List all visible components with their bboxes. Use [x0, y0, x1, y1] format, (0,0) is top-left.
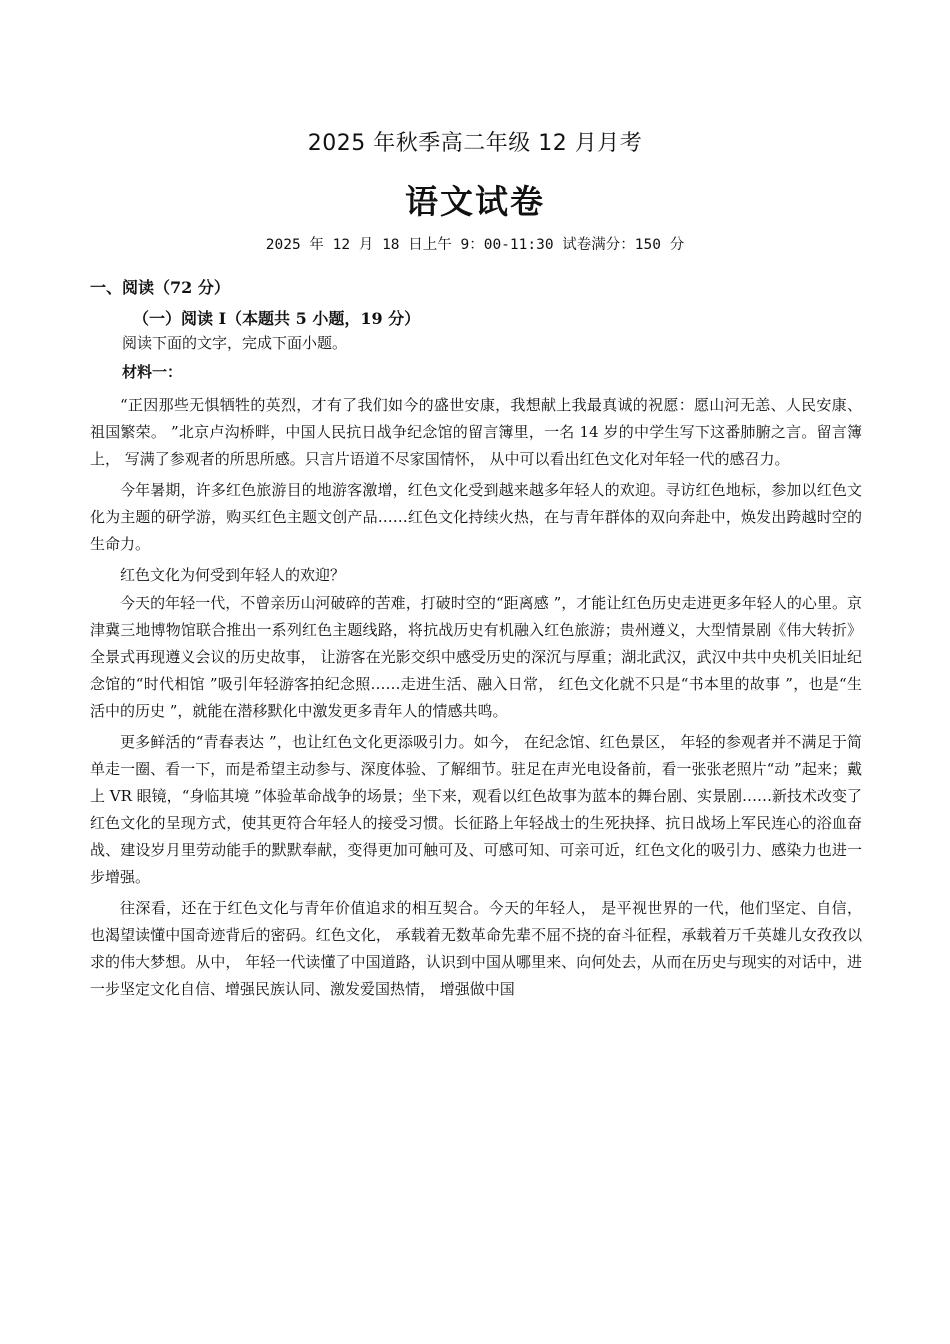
paragraph: 往深看，还在于红色文化与青年价值追求的相互契合。今天的年轻人， 是平视世界的一代，他们坚定、自信， 也渴望读懂中国奇迹背后的密码。红色文化， 承载着无数革命先辈不屈不挠的奋斗征程，承载着万千英雄儿女孜孜以求的伟大梦想。从中， 年轻一代读懂了中国道路，认识到中国从哪里来、向何处去，从而在历史与现实的对话中，进一步坚定文化自信、增强民族认同、激发爱国热情， 增强做中国: [90, 899, 862, 998]
paragraph: 更多鲜活的“青春表达 ”，也让红色文化更添吸引力。如今， 在纪念馆、红色景区， 年轻的参观者并不满足于简单走一圈、看一下，而是希望主动参与、深度体验、了解细节。驻足在声光电设备前，看一张张老照片“动 ”起来；戴上 VR 眼镜，“身临其境 ”体验革命战争的场景；坐下来，观看以红色故事为蓝本的舞台剧、实景剧……新技术改变了红色文化的呈现方式，使其更符合年轻人的接受习惯。长征路上年轻战士的生死抉择、抗日战场上军民连心的浴血奋战、建设岁月里劳动能手的默默奉献，变得更加可触可及、可感可知、可亲可近，红色文化的吸引力、感染力也进一步增强。: [90, 733, 862, 886]
material-label: 材料一：: [122, 363, 183, 381]
paragraph: 今天的年轻一代，不曾亲历山河破碎的苦难，打破时空的“距离感 ”，才能让红色历史走进更多年轻人的心里。京津冀三地博物馆联合推出一系列红色主题线路，将抗战历史有机融入红色旅游；贵州遵义，大型情景剧《伟大转折》全景式再现遵义会议的历史故事， 让游客在光影交织中感受历史的深沉与厚重；湖北武汉，武汉中共中央机关旧址纪念馆的“时代相馆 ”吸引年轻游客拍纪念照……走进生活、融入日常， 红色文化就不只是“书本里的故事 ”，也是“生活中的历史 ”，就能在潜移默化中激发更多青年人的情感共鸣。: [90, 594, 862, 720]
exam-title: 语文试卷: [405, 182, 545, 221]
exam-subtitle: 2025 年秋季高二年级 12 月月考: [307, 131, 643, 156]
section-heading: 一、阅读（72 分）: [90, 278, 230, 297]
paragraph: 今年暑期，许多红色旅游目的地游客激增，红色文化受到越来越多年轻人的欢迎。寻访红色地标，参加以红色文化为主题的研学游，购买红色主题文创产品……红色文化持续火热，在与青年群体的双向奔赴中，焕发出跨越时空的生命力。: [90, 481, 862, 553]
reading-passage: [90, 392, 862, 1007]
exam-info: 2025 年 12 月 18 日上午 9：00-11:30 试卷满分：150 分: [265, 237, 685, 253]
paragraph: “正因那些无惧牺牲的英烈，才有了我们如今的盛世安康，我想献上我最真诚的祝愿：愿山河无恙、人民安康、祖国繁荣。 ”北京卢沟桥畔，中国人民抗日战争纪念馆的留言簿里，一名 14 岁的中学生写下这番肺腑之言。留言簿上， 写满了参观者的所思所感。只言片语道不尽家国情怀， 从中可以看出红色文化对年轻一代的感召力。: [90, 396, 862, 468]
reading-instruction: 阅读下面的文字，完成下面小题。: [122, 334, 348, 352]
paragraph: 红色文化为何受到年轻人的欢迎？: [120, 566, 346, 584]
sub-heading: （一）阅读 I（本题共 5 小题，19 分）: [133, 309, 421, 328]
